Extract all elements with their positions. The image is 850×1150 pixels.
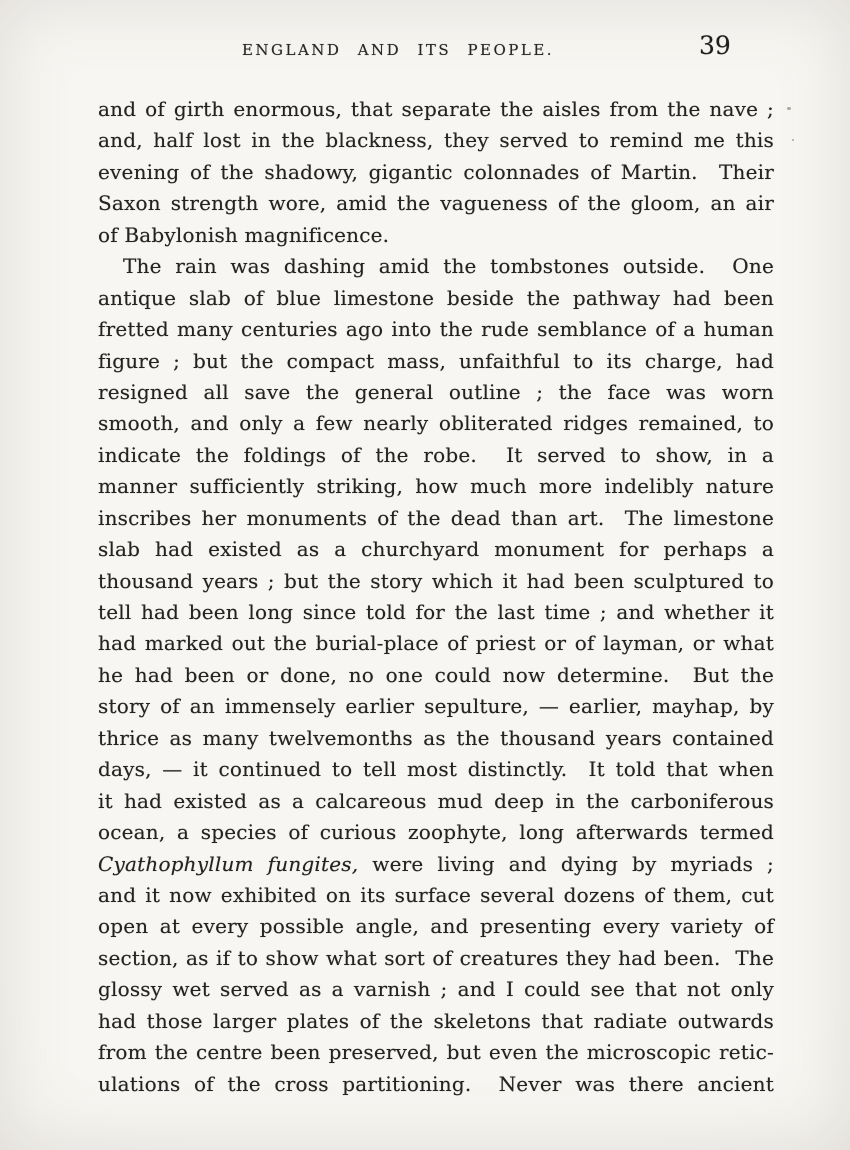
text-line: figure ; but the compact mass, unfaithful to its charge, had: [98, 348, 774, 373]
text-line: fretted many centuries ago into the rude semblance of a human: [98, 317, 774, 342]
text-line: had marked out the burial-place of priest or of layman, or what: [98, 631, 774, 656]
text-line: had those larger plates of the skeletons that radiate outwards: [98, 1008, 774, 1033]
text-line: slab had existed as a churchyard monument for perhaps a: [98, 537, 774, 562]
text-line: indicate the foldings of the robe. It served to show, in a: [98, 442, 774, 467]
text-line: and, half lost in the blackness, they served to remind me this: [98, 128, 774, 153]
text-line: of Babylonish magnificence.: [98, 222, 390, 247]
text-line: ocean, a species of curious zoophyte, long afterwards termed: [98, 820, 774, 845]
ink-speck: [787, 107, 791, 110]
text-line: The rain was dashing amid the tombstones outside. One: [123, 254, 774, 279]
text-line: open at every possible angle, and presenting every variety of: [98, 914, 774, 939]
species-name-italic: Cyathophyllum fungites,: [98, 851, 359, 876]
text-line: Saxon strength wore, amid the vagueness of the gloom, an air: [98, 191, 774, 216]
page-number: 39: [699, 31, 731, 60]
text-line: glossy wet served as a varnish ; and I could see that not only: [98, 977, 774, 1002]
text-line: manner sufficiently striking, how much more indelibly nature: [98, 474, 774, 499]
text-line: days, — it continued to tell most distinctly. It told that when: [98, 757, 774, 782]
text-line: antique slab of blue limestone beside the pathway had been: [98, 285, 774, 310]
text-line: story of an immensely earlier sepulture, — earlier, mayhap, by: [98, 694, 774, 719]
text-line: evening of the shadowy, gigantic colonnades of Martin. Their: [98, 159, 774, 184]
text-line: he had been or done, no one could now determine. But the: [98, 662, 774, 687]
text-line: tell had been long since told for the last time ; and whether it: [98, 600, 774, 624]
ink-speck: [792, 139, 794, 141]
text-line: and of girth enormous, that separate the aisles from the nave ;: [98, 97, 774, 121]
text-line: thrice as many twelvemonths as the thousand years contained: [98, 725, 774, 750]
ink-speck: [770, 484, 772, 486]
text-line: and it now exhibited on its surface several dozens of them, cut: [98, 882, 774, 907]
text-line: inscribes her monuments of the dead than art. The limestone: [98, 505, 774, 530]
text-line: section, as if to show what sort of creatures they had been. The: [98, 945, 774, 970]
text-line: Cyathophyllum fungites, were living and dying by myriads ;: [98, 851, 774, 876]
text-line: ulations of the cross partitioning. Never was there ancient: [98, 1071, 774, 1096]
text-line: it had existed as a calcareous mud deep in the carboniferous: [98, 788, 774, 813]
text-block: [98, 94, 774, 1100]
text-line: smooth, and only a few nearly obliterated ridges remained, to: [98, 411, 774, 436]
text-line: from the centre been preserved, but even the microscopic retic-: [98, 1040, 774, 1065]
text-line: resigned all save the general outline ; the face was worn: [98, 379, 774, 404]
text-line: thousand years ; but the story which it had been sculptured to: [98, 568, 774, 593]
running-head-title: ENGLAND AND ITS PEOPLE.: [241, 41, 555, 59]
